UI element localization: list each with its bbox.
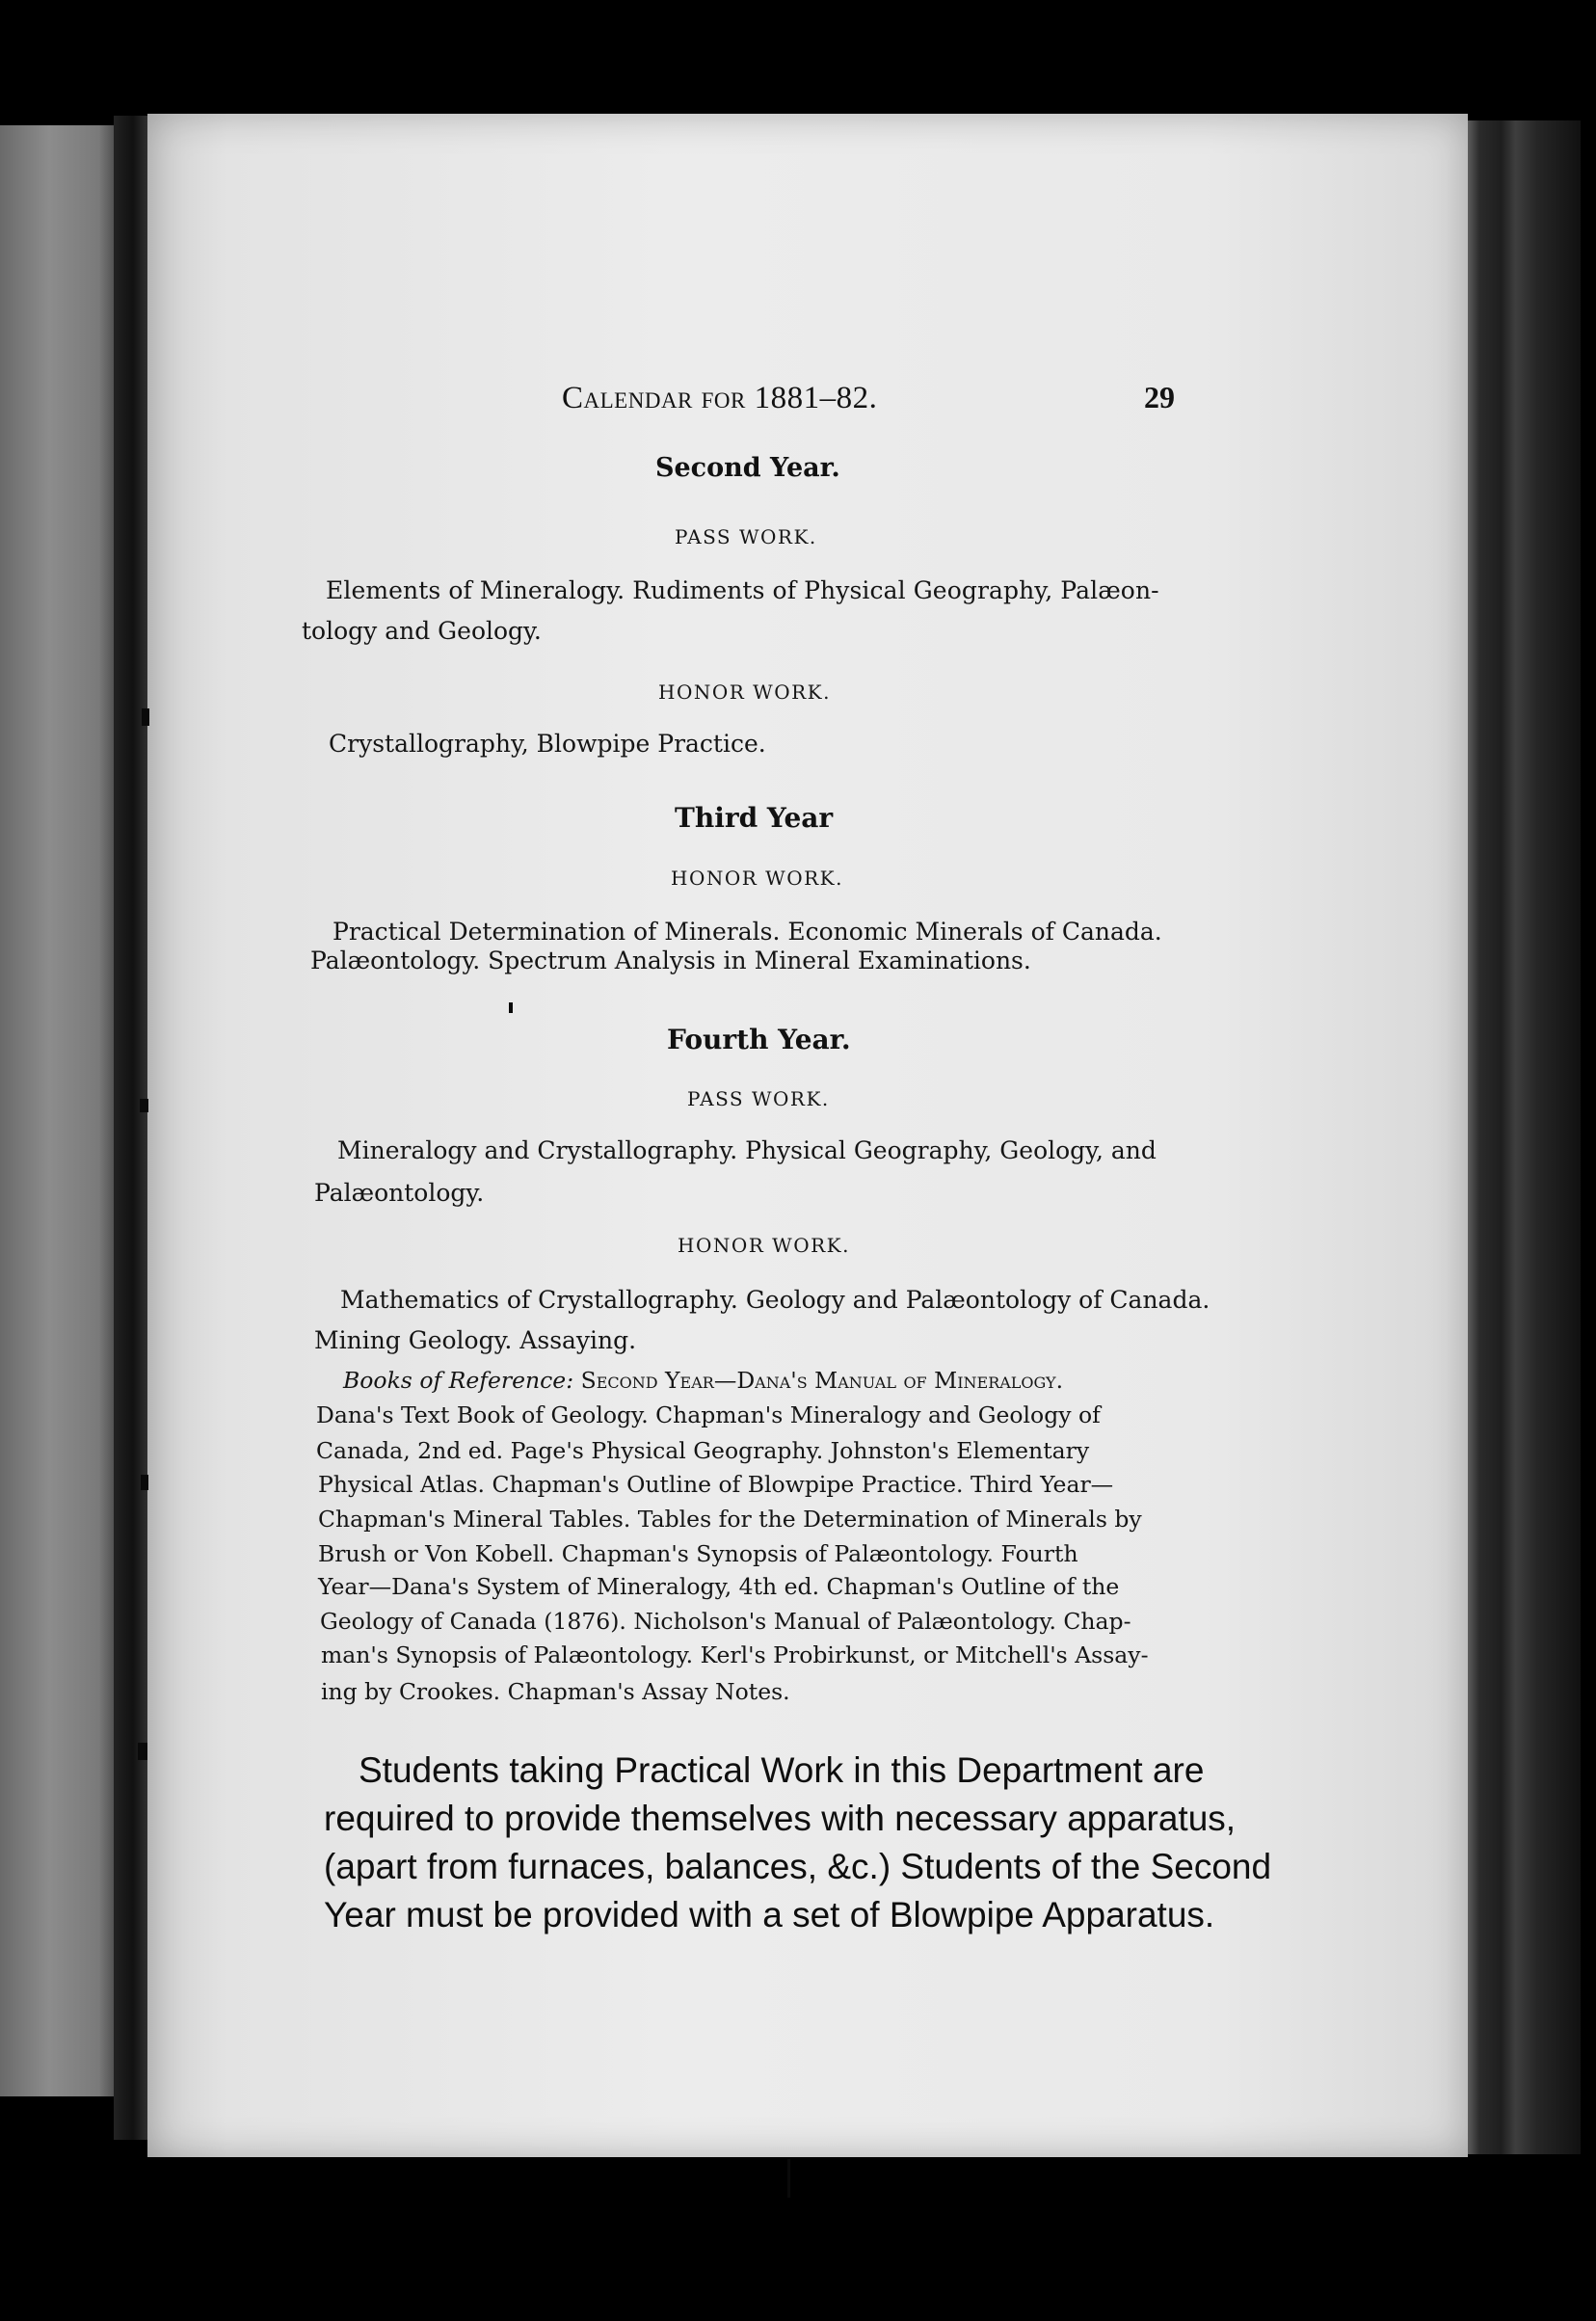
fourth-year-honor-line-1: Mathematics of Crystallography. Geology and Palæontology of Canada. — [340, 1286, 1210, 1314]
references-line-10: ing by Crookes. Chapman's Assay Notes. — [321, 1678, 790, 1705]
section-heading-fourth-year: Fourth Year. — [667, 1024, 851, 1055]
fourth-year-honor-label: HONOR WORK. — [678, 1234, 850, 1257]
references-line-4: Physical Atlas. Chapman's Outline of Blowpipe Practice. Third Year— — [318, 1471, 1114, 1498]
pasted-note-line-1: Students taking Practical Work in this Department are — [359, 1750, 1205, 1790]
pasted-note-line-3: (apart from furnaces, balances, &c.) Students of the Second — [324, 1847, 1272, 1886]
section-heading-second-year: Second Year. — [655, 453, 840, 483]
references-line-7: Year—Dana's System of Mineralogy, 4th ed. Chapman's Outline of the — [318, 1573, 1120, 1600]
section-heading-third-year: Third Year — [675, 802, 834, 834]
references-line-6: Brush or Von Kobell. Chapman's Synopsis of Palæontology. Fourth — [318, 1540, 1078, 1567]
binding-mark — [142, 708, 149, 726]
references-line-8: Geology of Canada (1876). Nicholson's Manual of Palæontology. Chap- — [320, 1608, 1131, 1635]
second-year-honor-line-1: Crystallography, Blowpipe Practice. — [329, 730, 766, 758]
fourth-year-honor-line-2: Mining Geology. Assaying. — [314, 1326, 637, 1354]
references-line-1-text: Second Year—Dana's Manual of Mineralogy. — [580, 1367, 1064, 1394]
fourth-year-pass-label: PASS WORK. — [687, 1087, 830, 1110]
third-year-honor-label: HONOR WORK. — [671, 867, 843, 890]
second-year-pass-line-2: tology and Geology. — [302, 617, 542, 645]
page-number: 29 — [1144, 380, 1175, 414]
binding-mark — [141, 1475, 148, 1490]
third-year-honor-line-1: Practical Determination of Minerals. Economic Minerals of Canada. — [332, 918, 1162, 946]
references-line-1 — [343, 1367, 1063, 1394]
references-lead: Books of Reference: — [343, 1367, 574, 1394]
ink-speck — [509, 1002, 513, 1013]
third-year-honor-line-2: Palæontology. Spectrum Analysis in Mineral Examinations. — [310, 947, 1031, 974]
running-title: Calendar for 1881–82. — [562, 381, 878, 415]
pasted-note-line-2: required to provide themselves with necessary apparatus, — [324, 1799, 1237, 1838]
ink-speck — [787, 2159, 790, 2198]
references-line-5: Chapman's Mineral Tables. Tables for the Determination of Minerals by — [318, 1506, 1142, 1533]
book-gutter — [114, 116, 152, 2140]
pasted-note-line-4: Year must be provided with a set of Blowpipe Apparatus. — [324, 1895, 1215, 1934]
previous-page-edge — [0, 125, 123, 2096]
references-line-2: Dana's Text Book of Geology. Chapman's Mineralogy and Geology of — [316, 1401, 1101, 1428]
binding-mark — [138, 1743, 147, 1760]
binding-mark — [140, 1099, 148, 1112]
references-line-9: man's Synopsis of Palæontology. Kerl's Probirkunst, or Mitchell's Assay- — [321, 1641, 1149, 1668]
second-year-pass-line-1: Elements of Mineralogy. Rudiments of Physical Geography, Palæon- — [326, 576, 1159, 604]
fourth-year-pass-line-1: Mineralogy and Crystallography. Physical Geography, Geology, and — [337, 1136, 1157, 1164]
second-year-pass-label: PASS WORK. — [675, 525, 817, 548]
references-line-3: Canada, 2nd ed. Page's Physical Geography. Johnston's Elementary — [316, 1437, 1090, 1464]
fourth-year-pass-line-2: Palæontology. — [314, 1179, 485, 1207]
second-year-honor-label: HONOR WORK. — [658, 680, 831, 704]
